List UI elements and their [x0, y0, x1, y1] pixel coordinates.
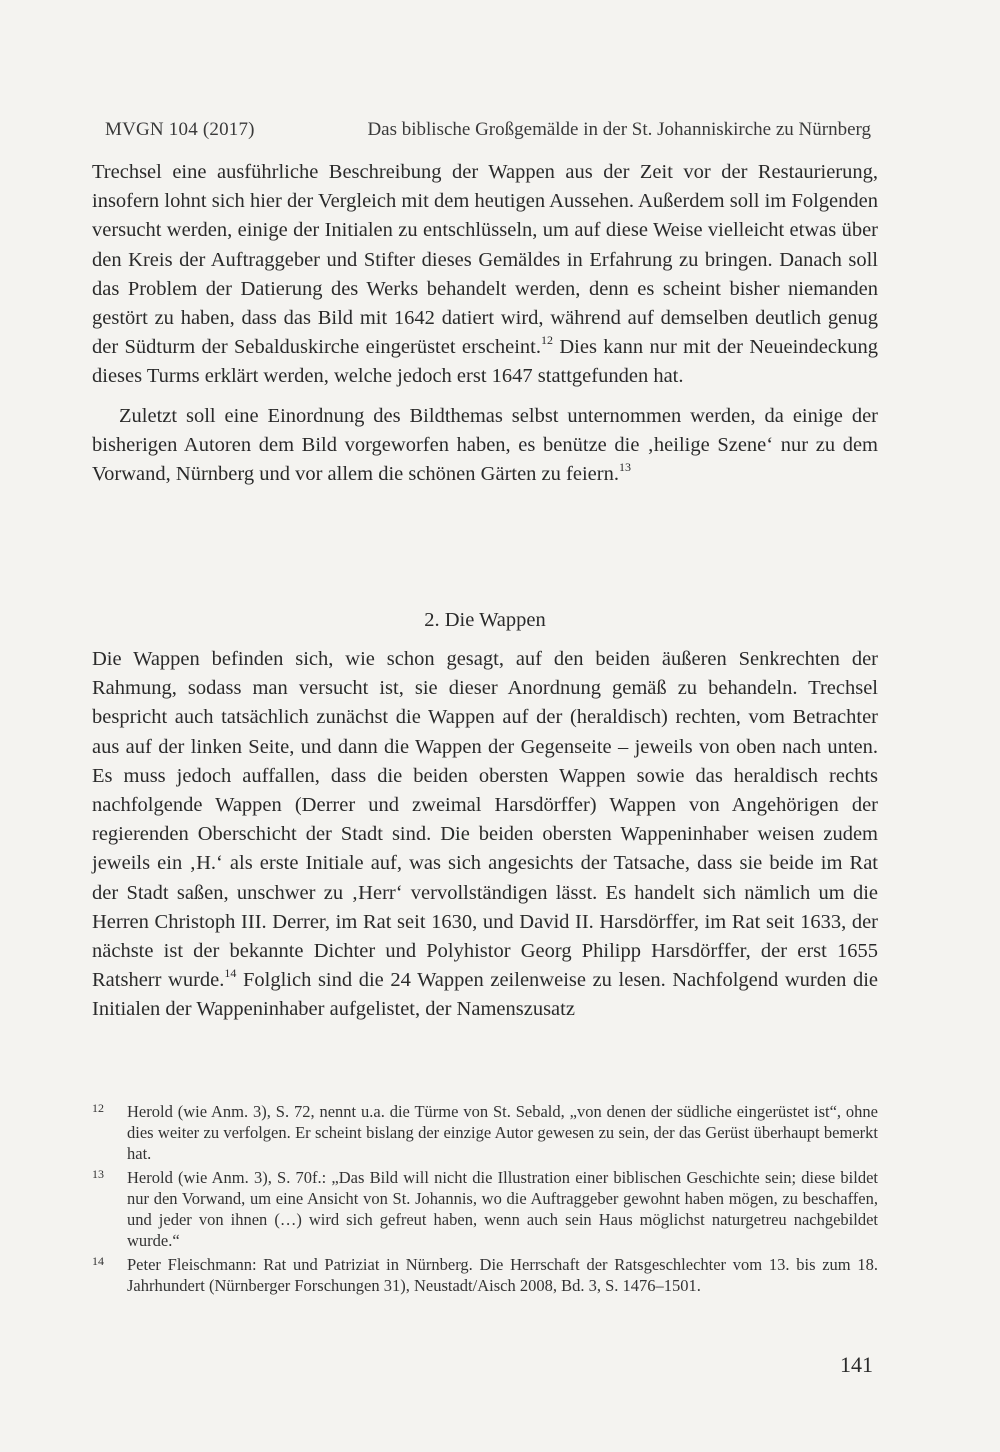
footnotes [92, 1101, 878, 1299]
paragraph-1 [92, 158, 878, 392]
footnote-13 [92, 1167, 878, 1251]
footnote-ref-14[interactable]: 14 [224, 966, 237, 981]
footnote-text: Herold (wie Anm. 3), S. 70f.: „Das Bild will nicht die Illustration einer biblischen Geschichte sein; diese bildet nur den Vorwand, um eine Ansicht von St. Johannis, wo die Auftraggeber gewohnt haben mögen, zu beschaffen, und jeder von ihnen (…) wird sich gefreut haben, wenn auch sein Haus möglichst naturgetreu nachgebildet wurde.“ [127, 1168, 878, 1250]
footnote-ref-12[interactable]: 12 [541, 333, 553, 348]
paragraph-2 [92, 402, 878, 490]
footnote-14 [92, 1254, 878, 1296]
footnote-text: Peter Fleischmann: Rat und Patriziat in Nürnberg. Die Herrschaft der Ratsgeschlechter vom 13. bis zum 18. Jahrhundert (Nürnberger Forschungen 31), Neustadt/Aisch 2008, Bd. 3, S. 1476–1501. [127, 1255, 878, 1295]
paragraph-1-text-b: Dies kann nur mit der Neueindeckung dieses Turms erklärt werden, welche jedoch erst 1647 stattgefunden hat. [92, 336, 878, 388]
section-paragraph-text-b: Folglich sind die 24 Wappen zeilenweise zu lesen. Nachfolgend wurden die Initialen der Wappeninhaber aufgelistet, der Namenszusatz [92, 969, 878, 1021]
footnote-ref-13[interactable]: 13 [618, 460, 631, 475]
section-text [92, 645, 878, 1025]
main-text [92, 158, 878, 489]
running-header [105, 117, 871, 143]
footnote-number: 14 [92, 1254, 104, 1268]
footnote-number: 13 [92, 1167, 104, 1181]
paragraph-2-text: Zuletzt soll eine Einordnung des Bildthemas selbst unternommen werden, da einige der bisherigen Autoren dem Bild vorgeworfen haben, es benütze die ‚heilige Szene‘ nur zu dem Vorwand, Nürnberg und vor allem die schönen Gärten zu feiern. [92, 404, 878, 486]
paragraph-1-text-a: Trechsel eine ausführliche Beschreibung der Wappen aus der Zeit vor der Restaurierung, insofern lohnt sich hier der Vergleich mit dem heutigen Aussehen. Außerdem soll im Folgenden versucht werden, einige der Initialen zu entschlüsseln, um auf diese Weise vielleicht etwas über den Kreis der Auftraggeber und Stifter dieses Gemäldes in Erfahrung zu bringen. Danach soll das Problem der Datierung des Werks behandelt werden, denn es scheint bisher niemanden gestört zu haben, dass das Bild mit 1642 datiert wird, während auf demselben deutlich genug der Südturm der Sebalduskirche eingerüstet erscheint. [92, 161, 878, 359]
footnote-text: Herold (wie Anm. 3), S. 72, nennt u.a. die Türme von St. Sebald, „von denen der südliche eingerüstet ist“, ohne dies weiter zu verfolgen. Er scheint bislang der einzige Autor gewesen zu sein, der das Gerüst überhaupt bemerkt hat. [127, 1102, 878, 1163]
footnote-12 [92, 1101, 878, 1164]
section-heading: 2. Die Wappen [424, 609, 546, 631]
footnote-number: 12 [92, 1101, 104, 1115]
journal-reference: MVGN 104 (2017) [105, 119, 255, 140]
page-number: 141 [840, 1352, 873, 1377]
running-title: Das biblische Großgemälde in der St. Johanniskirche zu Nürnberg [367, 119, 871, 140]
section-paragraph [92, 645, 878, 1025]
section-paragraph-text-a: Die Wappen befinden sich, wie schon gesagt, auf den beiden äußeren Senkrechten der Rahmung, sodass man versucht ist, sie dieser Anordnung gemäß zu behandeln. Trechsel bespricht auch tatsächlich zunächst die Wappen auf der (heraldisch) rechten, vom Betrachter aus auf der linken Seite, und dann die Wappen der Gegenseite – jeweils von oben nach unten. Es muss jedoch auffallen, dass die beiden obersten Wappen sowie das heraldisch rechts nachfolgende Wappen (Derrer und zweimal Harsdörffer) Wappen von Angehörigen der regierenden Oberschicht der Stadt sind. Die beiden obersten Wappeninhaber weisen zudem jeweils ein ‚H.‘ als erste Initiale auf, was sich angesichts der Tatsache, dass sie beide im Rat der Stadt saßen, unschwer zu ‚Herr‘ vervollständigen lässt. Es handelt sich nämlich um die Herren Christoph III. Derrer, im Rat seit 1630, und David II. Harsdörffer, im Rat seit 1633, der nächste ist der bekannte Dichter und Polyhistor Georg Philipp Harsdörffer, der erst 1655 Ratsherr wurde. [92, 648, 878, 992]
